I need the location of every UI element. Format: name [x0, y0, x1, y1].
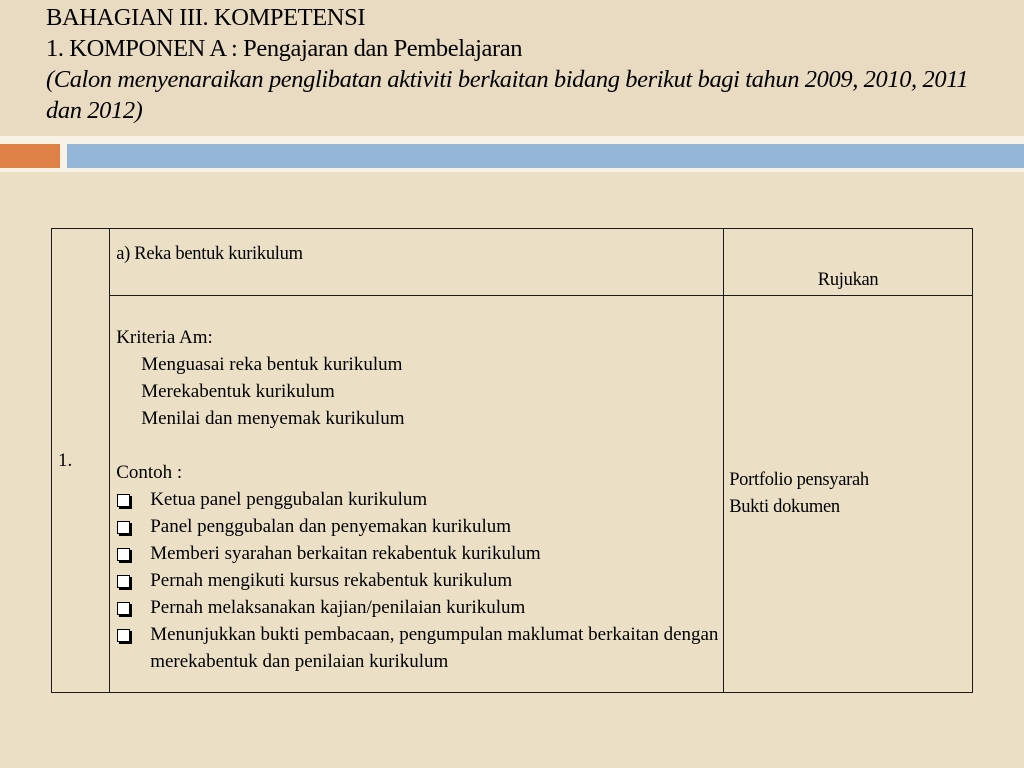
examples-title: Contoh : — [116, 462, 183, 483]
checkbox-bullet-icon — [117, 548, 130, 561]
title-component: 1. KOMPONEN A : Pengajaran dan Pembelajaran — [46, 35, 523, 62]
reference-heading-cell — [724, 229, 973, 296]
title-section: BAHAGIAN III. KOMPETENSI — [46, 4, 366, 31]
item-number-cell — [52, 229, 110, 693]
component-heading: a) Reka bentuk kurikulum — [110, 229, 724, 296]
checkbox-bullet-icon — [117, 629, 130, 642]
criteria-item: Menguasai reka bentuk kurikulum — [141, 354, 403, 375]
example-text: Ketua panel penggubalan kurikulum — [150, 489, 428, 510]
title-instruction: (Calon menyenaraikan penglibatan aktiviti berkaitan bidang berikut bagi tahun 2009, 2010, 2011 dan 2012) — [46, 66, 969, 124]
example-text: Menunjukkan bukti pembacaan, pengumpulan maklumat berkaitan dengan merekabentuk dan penilaian kurikulum — [150, 624, 719, 672]
reference-cell — [724, 296, 973, 693]
criteria-item: Menilai dan menyemak kurikulum — [141, 408, 405, 429]
example-text: Pernah melaksanakan kajian/penilaian kurikulum — [150, 597, 526, 618]
list-item — [116, 513, 723, 540]
example-text: Panel penggubalan dan penyemakan kurikulum — [150, 516, 512, 537]
examples-list — [116, 486, 723, 675]
divider-blue-bar — [67, 144, 1024, 168]
reference-heading: Rujukan — [817, 270, 879, 290]
table-header-row — [52, 229, 973, 296]
list-item — [116, 621, 723, 675]
reference-item: Bukti dokumen — [729, 497, 840, 517]
reference-item: Portfolio pensyarah — [729, 470, 869, 490]
criteria-item: Merekabentuk kurikulum — [141, 381, 335, 402]
list-item — [116, 540, 723, 567]
checkbox-bullet-icon — [117, 575, 130, 588]
item-number: 1. — [58, 450, 73, 471]
checkbox-bullet-icon — [117, 602, 130, 615]
table-body-row — [52, 296, 973, 693]
example-text: Pernah mengikuti kursus rekabentuk kurikulum — [150, 570, 513, 591]
competency-table — [51, 228, 973, 693]
list-item — [116, 594, 723, 621]
criteria-title: Kriteria Am: — [116, 327, 213, 348]
slide-header — [0, 0, 1024, 136]
criteria-cell — [110, 296, 724, 693]
checkbox-bullet-icon — [117, 521, 130, 534]
divider-orange-block — [0, 144, 60, 168]
list-item — [116, 486, 723, 513]
slide-title — [46, 2, 1006, 126]
spacer — [116, 432, 723, 459]
example-text: Memberi syarahan berkaitan rekabentuk kurikulum — [150, 543, 541, 564]
list-item — [116, 567, 723, 594]
checkbox-bullet-icon — [117, 494, 130, 507]
